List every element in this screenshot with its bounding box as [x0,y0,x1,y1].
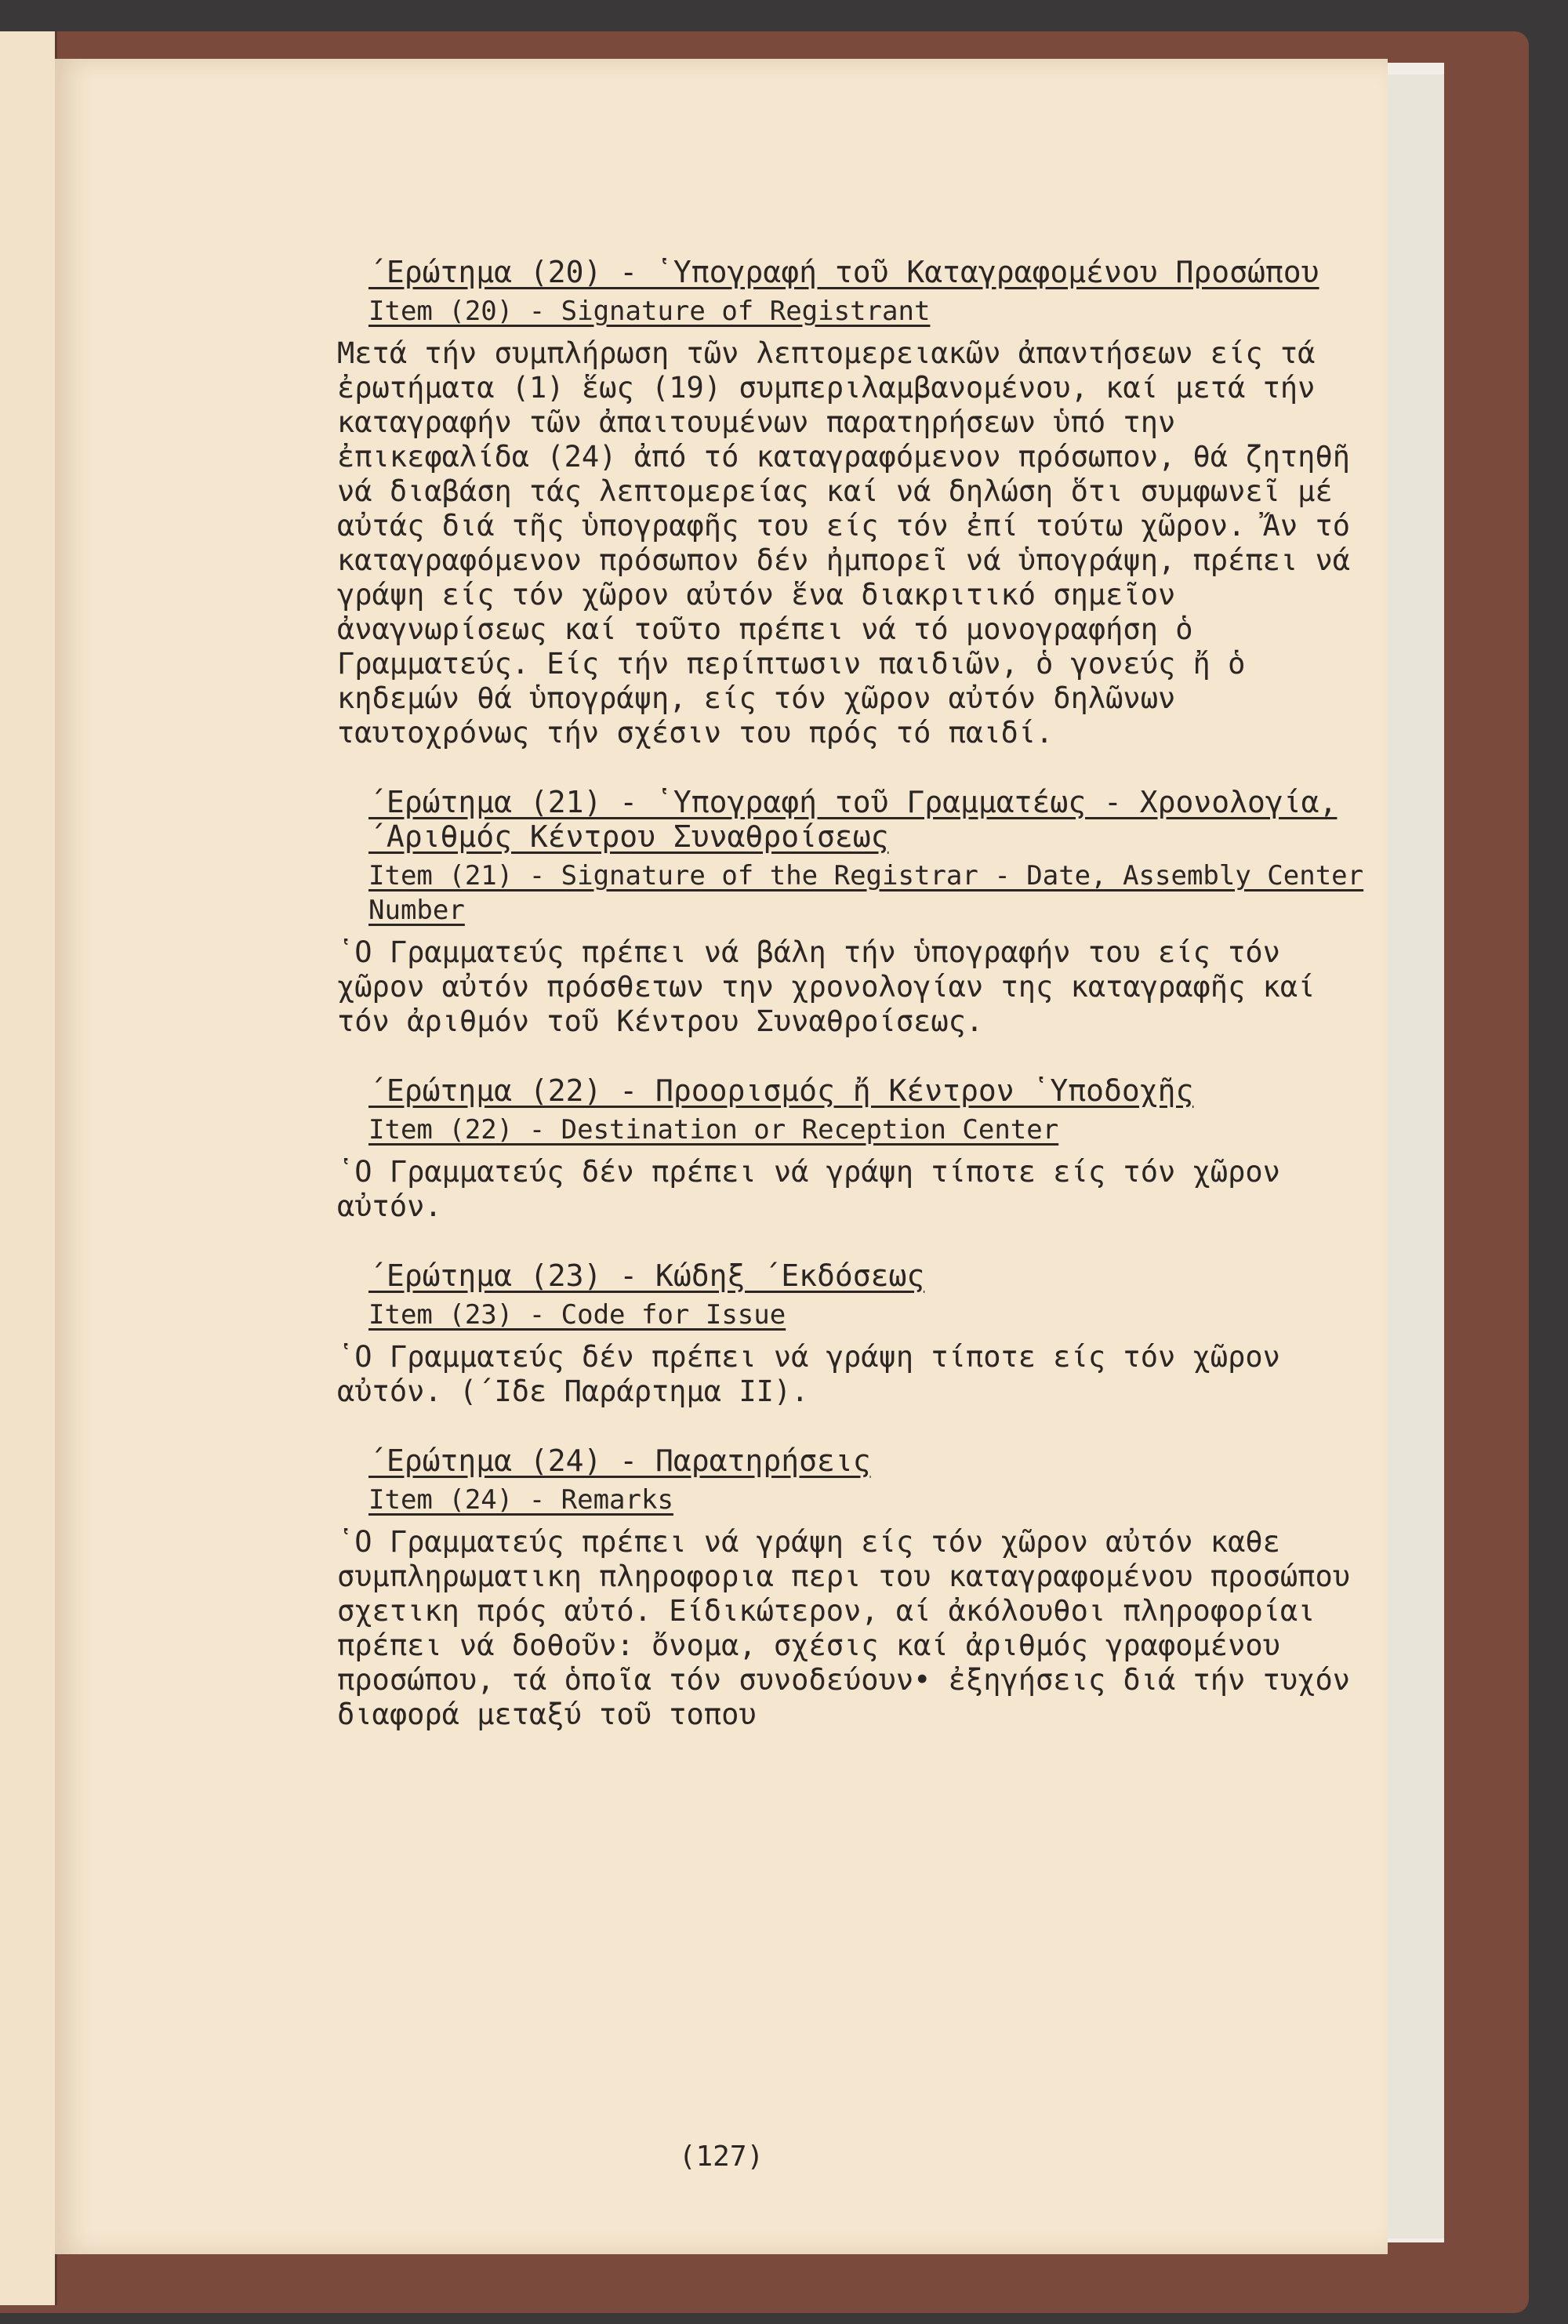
section-body: ῾Ο Γραμματεύς πρέπει νά βάλη τήν ὑπογραφήν του είς τόν χῶρον αὐτόν πρόσθετων την χρονολογίαν της καταγραφῆς καί τόν ἀριθμόν τοῦ Κέντρου Συναθροίσεως. [337,935,1316,1038]
section-item-20 [337,255,1380,750]
section-item-23 [337,1258,1380,1409]
section-item-22 [337,1073,1380,1224]
page-number: (127) [678,2141,764,2173]
section-item-21 [337,785,1380,1039]
section-title-english: Item (22) - Destination or Reception Center [368,1114,1059,1146]
section-item-24 [337,1443,1380,1732]
section-body: ῾Ο Γραμματεύς πρέπει νά γράψη είς τόν χῶρον αὐτόν καθε συμπληρωματικη πληροφορια περι του καταγραφομένου προσώπου σχετικη πρός αὐτό. Είδικώτερον, αί ἀκόλουθοι πληροφορίαι πρέπει νά δοθοῦν: ὄνομα, σχέσις καί ἀριθμός γραφομένου προσώπου, τά ὁποῖα τόν συνοδεύουν• ἐξηγήσεις διά τήν τυχόν διαφορά μεταξύ τοῦ τοπου [337,1525,1351,1731]
section-title-greek: ΄Ερώτημα (22) - Προορισμός ἤ Κέντρον ῾Υποδοχῆς [368,1073,1194,1108]
section-body: Μετά τήν συμπλήρωση τῶν λεπτομερειακῶν ἀπαντήσεων είς τά ἐρωτήματα (1) ἕως (19) συμπεριλαμβανομένου, καί μετά τήν καταγραφήν τῶν ἀπαιτουμένων παρατηρήσεων ὑπό την ἐπικεφαλίδα (24) ἀπό τό καταγραφόμενον πρόσωπον, θά ζητηθῆ νά διαβάση τάς λεπτομερείας καί νά δηλώση ὅτι συμφωνεῖ μέ αὐτάς διά τῆς ὑπογραφῆς του είς τόν ἐπί τούτω χῶρον. Ἄν τό καταγραφόμενον πρόσωπον δέν ἠμπορεῖ νά ὑπογράψη, πρέπει νά γράψη είς τόν χῶρον αὐτόν ἕνα διακριτικό σημεῖον ἀναγνωρίσεως καί τοῦτο πρέπει νά τό μονογραφήση ὁ Γραμματεύς. Είς τήν περίπτωσιν παιδιῶν, ὁ γονεύς ἤ ὁ κηδεμών θά ὑπογράψη, είς τόν χῶρον αὐτόν δηλῶνων ταυτοχρόνως τήν σχέσιν του πρός τό παιδί. [337,336,1351,750]
section-title-english: Item (21) - Signature of the Registrar - Date, Assembly Center Number [368,860,1364,926]
page-stack-edge-back [1380,74,1444,2239]
facing-page-edge [0,31,57,2305]
section-body: ῾Ο Γραμματεύς δέν πρέπει νά γράψη τίποτε είς τόν χῶρον αὐτόν. [337,1155,1280,1223]
page-content [337,255,1380,1767]
section-title-english: Item (23) - Code for Issue [368,1299,786,1331]
section-title-greek: ΄Ερώτημα (23) - Κώδηξ ΄Εκδόσεως [368,1258,925,1293]
section-title-english: Item (20) - Signature of Registrant [368,296,931,327]
document-page [55,59,1388,2254]
section-title-greek: ΄Ερώτημα (21) - ῾Υπογραφή τοῦ Γραμματέως - Χρονολογία, ΄Αριθμός Κέντρου Συναθροίσεως [368,785,1338,854]
section-title-greek: ΄Ερώτημα (20) - ῾Υπογραφή τοῦ Καταγραφομένου Προσώπου [368,255,1319,289]
section-body: ῾Ο Γραμματεύς δέν πρέπει νά γράψη τίποτε είς τόν χῶρον αὐτόν. (΄Ιδε Παράρτημα ΙΙ). [337,1340,1280,1408]
section-title-greek: ΄Ερώτημα (24) - Παρατηρήσεις [368,1443,871,1478]
section-title-english: Item (24) - Remarks [368,1484,673,1516]
